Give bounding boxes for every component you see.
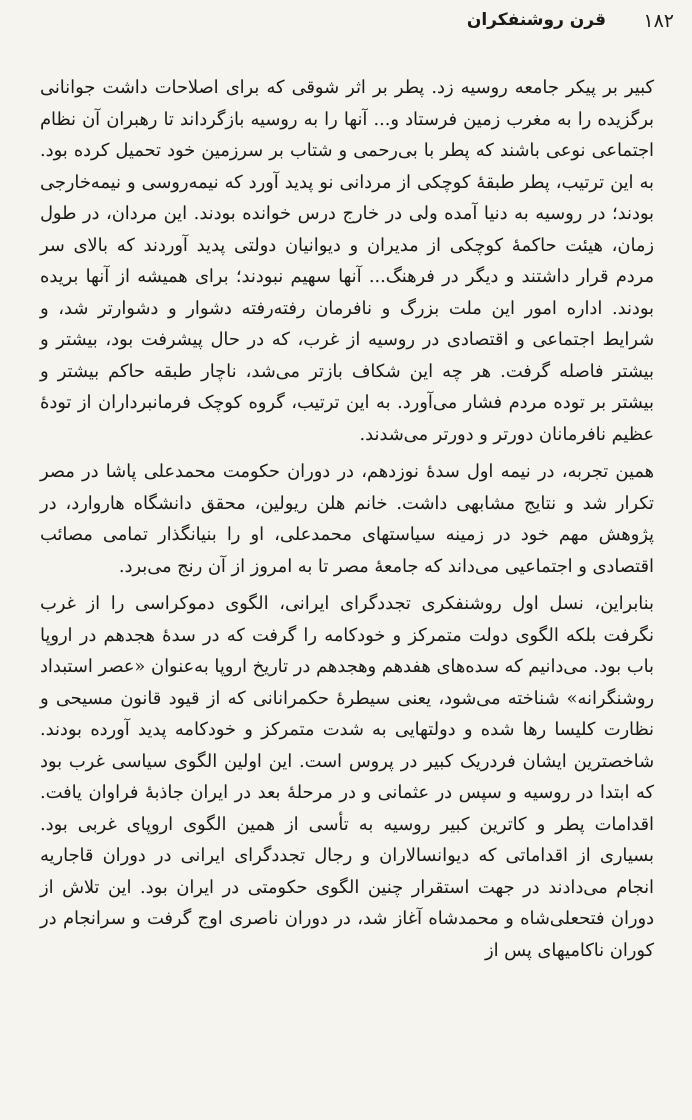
paragraph-3: بنابراین، نسل اول روشنفکری تجددگرای ایرانی، الگوی دموکراسی را از غرب نگرفت بلکه الگوی دولت متمرکز و خودکامه را گرفت که در سدهٔ هجدهم در اروپا باب بود. می‌دانیم که سده‌های هفدهم وهجدهم در تاریخ اروپا به‌عنوان «عصر استبداد روشنگرانه» شناخته می‌شود، یعنی سیطرهٔ حکمرانانی که از قیود قانون مسیحی و نظارت کلیسا رها شده و دولتهایی به شدت متمرکز و خودکامه پدید آورده بودند. شاخصترین ایشان فردریک کبیر در پروس است. این اولین الگوی سیاسی غرب بود که ابتدا در روسیه و سپس در عثمانی و در مرحلهٔ بعد در ایران جاذبهٔ فراوان یافت. اقدامات پطر و کاترین کبیر روسیه به تأسی از همین الگوی اروپای غربی بود. بسیاری از اقداماتی که دیوانسالاران و رجال تجددگرای ایرانی در دوران قاجاریه انجام می‌دادند در جهت استقرار چنین الگوی حکومتی در ایران بود. این تلاش از دوران فتحعلی‌شاه و محمدشاه آغاز شد، در دوران ناصری اوج گرفت و سرانجام در کوران ناکامیهای پس از <box>40 593 654 961</box>
paragraph-2: همین تجربه، در نیمه اول سدهٔ نوزدهم، در دوران حکومت محمدعلی پاشا در مصر تکرار شد و نتایج مشابهی داشت. خانم هلن ریولین، محقق دانشگاه هاروارد، در پژوهش مهم خود در زمینه سیاستهای محمدعلی، او را بنیانگذار تمامی مصائب اقتصادی و اجتماعیی می‌داند که جامعهٔ مصر تا به امروز از آن رنج می‌برد. <box>40 461 654 577</box>
paragraph-1: کبیر بر پیکر جامعه روسیه زد. پطر بر اثر شوقی که برای اصلاحات داشت جوانانی برگزیده را به مغرب زمین فرستاد و... آنها را به روسیه بازگرداند تا رهبران آن نظام اجتماعی نوعی باشند که پطر با بی‌رحمی و شتاب بر سرزمین خود تحمیل کرده بود. به این ترتیب، پطر طبقهٔ کوچکی از مردانی نو پدید آورد که نیمه‌روسی و نیمه‌خارجی بودند؛ در روسیه به دنیا آمده ولی در خارج درس خوانده بودند. این مردان، در طول زمان، هیئت حاکمهٔ کوچکی از مدیران و دیوانیان دولتی پدید آوردند که بالای سر مردم قرار داشتند و دیگر در فرهنگ... آنها سهیم نبودند؛ برای همیشه از آنها بریده بودند. اداره امور این ملت بزرگ و نافرمان رفته‌رفته دشوار و دشوارتر شد، و شرایط اجتماعی و اقتصادی در روسیه از غرب، که در حال پیشرفت بود، بیشتر و بیشتر فاصله گرفت. هر چه این شکاف بازتر می‌شد، ناچار طبقه حاکم بیشتر و بیشتر بر توده مردم فشار می‌آورد. به این ترتیب، گروه کوچک فرمانبرداران از تودهٔ عظیم نافرمانان دورتر و دورتر می‌شدند. <box>40 77 654 445</box>
page-body <box>40 72 654 966</box>
page-number: ۱۸۲ <box>643 10 674 32</box>
running-title: قرن روشنفکران <box>466 10 606 30</box>
page-header <box>0 6 692 42</box>
